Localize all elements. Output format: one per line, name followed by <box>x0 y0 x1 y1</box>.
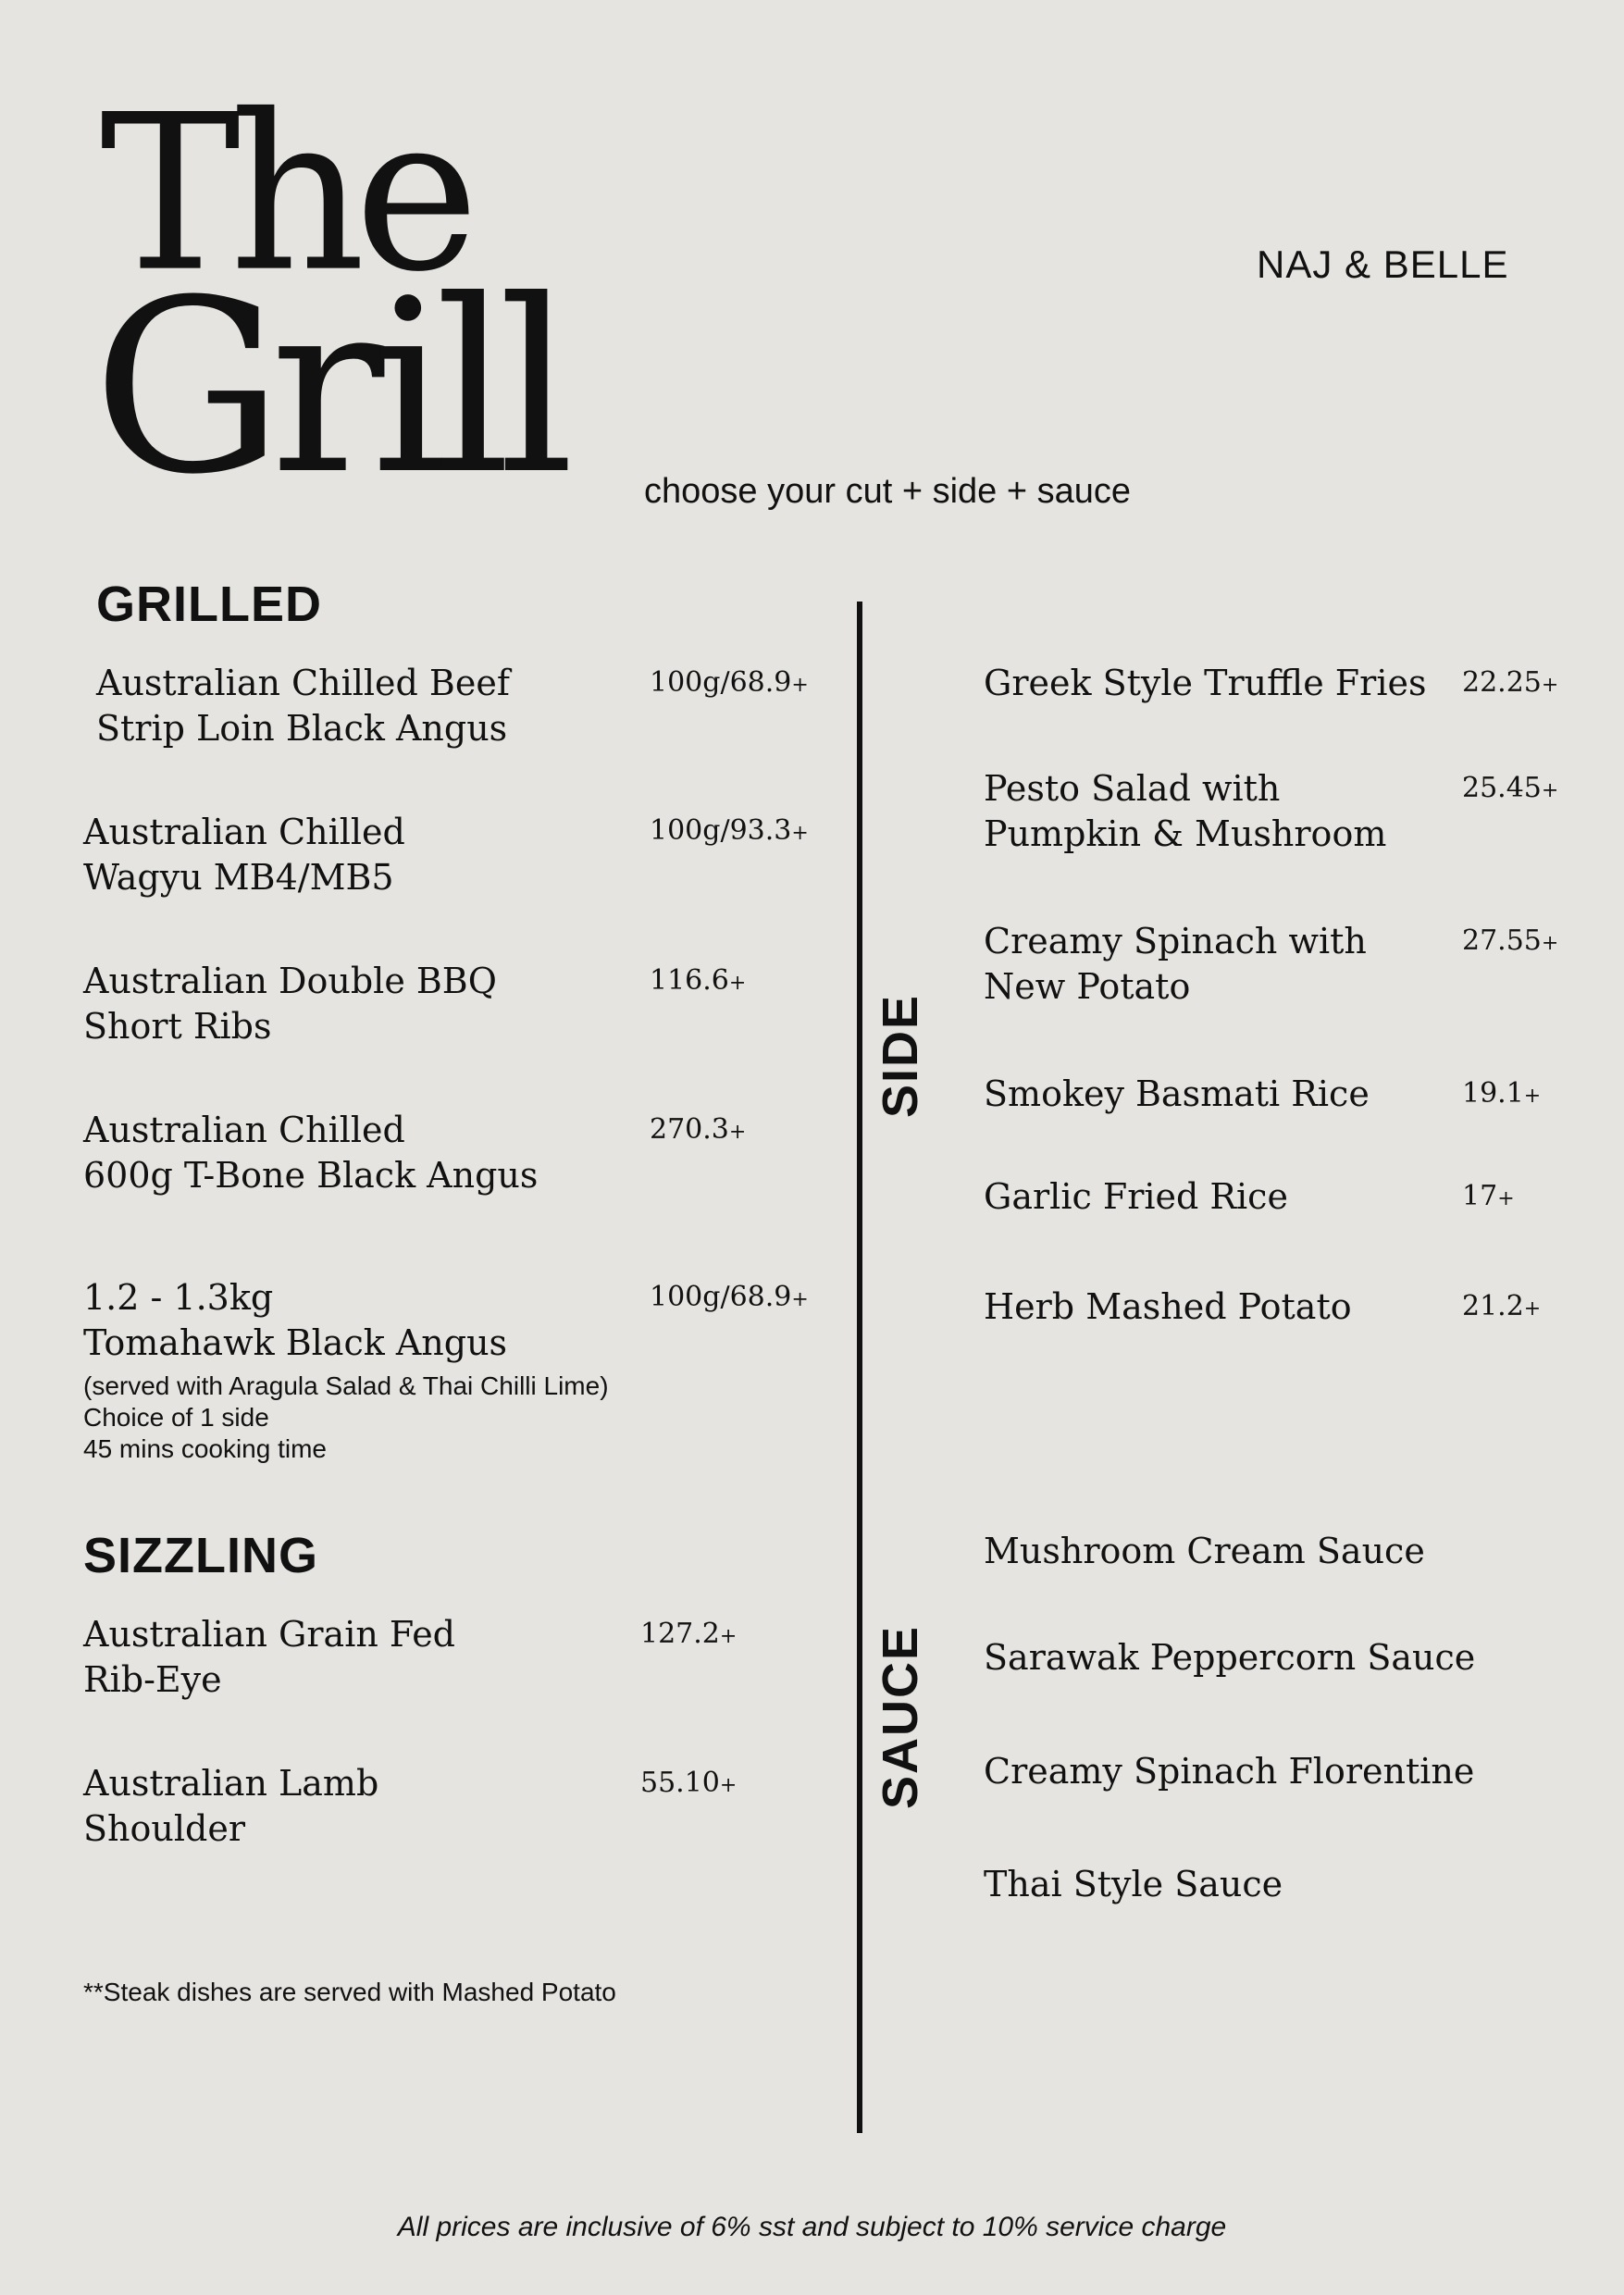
item-line: Creamy Spinach with <box>984 921 1367 961</box>
side-item-name <box>984 766 1386 857</box>
price-plus: + <box>791 674 809 697</box>
price-value: 27.55 <box>1462 924 1542 957</box>
item-line: 1.2 - 1.3kg <box>83 1277 274 1318</box>
sizzling-item-price <box>640 1618 737 1650</box>
grilled-item-price <box>650 1281 809 1313</box>
price-plus: + <box>1541 932 1559 955</box>
item-line: Australian Chilled Beef <box>96 663 510 703</box>
item-line: Herb Mashed Potato <box>984 1286 1352 1327</box>
price-value: 19.1 <box>1462 1077 1524 1110</box>
item-line: Greek Style Truffle Fries <box>984 663 1427 703</box>
price-plus: + <box>1541 674 1559 697</box>
sauce-label: SAUCE <box>873 1624 928 1809</box>
sauce-item: Creamy Spinach Florentine <box>984 1751 1475 1792</box>
grilled-item-price <box>650 1113 746 1146</box>
price-value: 22.25 <box>1462 666 1542 699</box>
brand-name: NAJ & BELLE <box>1257 242 1509 286</box>
grilled-item-name <box>83 810 405 900</box>
side-item-name <box>984 1284 1352 1330</box>
item-line: Australian Chilled <box>83 812 405 852</box>
side-item-name <box>984 661 1426 706</box>
sizzling-heading: SIZZLING <box>83 1528 318 1583</box>
item-line: Pumpkin & Mushroom <box>984 813 1387 854</box>
side-item-price <box>1462 1290 1541 1322</box>
item-line: Smokey Basmati Rice <box>984 1073 1370 1114</box>
price-plus: + <box>719 1625 738 1648</box>
grilled-item-price <box>650 666 809 699</box>
note-line: 45 mins cooking time <box>83 1434 328 1463</box>
item-line: Rib-Eye <box>83 1659 222 1700</box>
price-plus: + <box>1541 779 1559 802</box>
note-line: (served with Aragula Salad & Thai Chilli Lime) <box>83 1371 609 1400</box>
sauce-item: Sarawak Peppercorn Sauce <box>984 1637 1476 1678</box>
price-plus: + <box>728 1121 747 1144</box>
steak-note: **Steak dishes are served with Mashed Potato <box>83 1978 616 2006</box>
price-plus: + <box>791 1288 809 1311</box>
grilled-heading: GRILLED <box>96 577 322 632</box>
side-item-price <box>1462 772 1558 804</box>
title-grill: Grill <box>93 249 562 527</box>
sizzling-item-price <box>640 1767 737 1799</box>
item-line: Garlic Fried Rice <box>984 1176 1288 1217</box>
price-value: 116.6 <box>650 964 729 997</box>
item-line: Tomahawk Black Angus <box>83 1322 508 1363</box>
item-line: Pesto Salad with <box>984 768 1281 809</box>
grilled-item-price <box>650 814 809 847</box>
tagline: choose your cut + side + sauce <box>644 472 1131 511</box>
item-line: Australian Lamb <box>83 1763 379 1804</box>
sauce-item: Thai Style Sauce <box>984 1864 1283 1904</box>
footer-note: All prices are inclusive of 6% sst and subject to 10% service charge <box>397 2212 1227 2242</box>
side-item-price <box>1462 924 1558 957</box>
item-line: Strip Loin Black Angus <box>96 708 508 749</box>
sizzling-item-name <box>83 1761 378 1852</box>
price-value: 55.10 <box>640 1767 720 1799</box>
side-item-price <box>1462 1077 1541 1110</box>
grilled-item-price <box>650 964 746 997</box>
price-value: 270.3 <box>650 1113 729 1146</box>
price-value: 100g/68.9 <box>650 666 792 699</box>
sizzling-item-name <box>83 1612 455 1703</box>
price-plus: + <box>791 822 809 845</box>
note-line: Choice of 1 side <box>83 1403 269 1432</box>
price-value: 17 <box>1462 1180 1498 1212</box>
item-line: Wagyu MB4/MB5 <box>83 857 394 898</box>
item-line: Australian Grain Fed <box>83 1614 456 1655</box>
price-value: 100g/93.3 <box>650 814 792 847</box>
grilled-item-name <box>83 1108 538 1198</box>
price-value: 127.2 <box>640 1618 720 1650</box>
side-item-name <box>984 1072 1370 1117</box>
price-value: 21.2 <box>1462 1290 1524 1322</box>
price-value: 25.45 <box>1462 772 1542 804</box>
side-item-name <box>984 1174 1288 1220</box>
grilled-item-name <box>96 661 510 751</box>
side-item-name <box>984 919 1367 1010</box>
item-line: 600g T-Bone Black Angus <box>83 1155 539 1196</box>
item-line: Australian Double BBQ <box>83 961 497 1001</box>
title-the: The <box>100 68 468 319</box>
price-plus: + <box>1497 1187 1515 1210</box>
price-plus: + <box>728 972 747 995</box>
sauce-item: Mushroom Cream Sauce <box>984 1531 1425 1571</box>
item-line: Shoulder <box>83 1808 245 1849</box>
grilled-item-name <box>83 959 497 1049</box>
item-line: New Potato <box>984 966 1191 1007</box>
column-divider <box>857 602 862 2133</box>
price-plus: + <box>1523 1085 1542 1108</box>
price-value: 100g/68.9 <box>650 1281 792 1313</box>
price-plus: + <box>1523 1297 1542 1321</box>
item-line: Australian Chilled <box>83 1110 405 1150</box>
side-label: SIDE <box>873 993 928 1118</box>
tomahawk-notes <box>83 1371 609 1465</box>
item-line: Short Ribs <box>83 1006 272 1047</box>
side-item-price <box>1462 1180 1515 1212</box>
grilled-item-name <box>83 1275 507 1366</box>
side-item-price <box>1462 666 1558 699</box>
price-plus: + <box>719 1774 738 1797</box>
